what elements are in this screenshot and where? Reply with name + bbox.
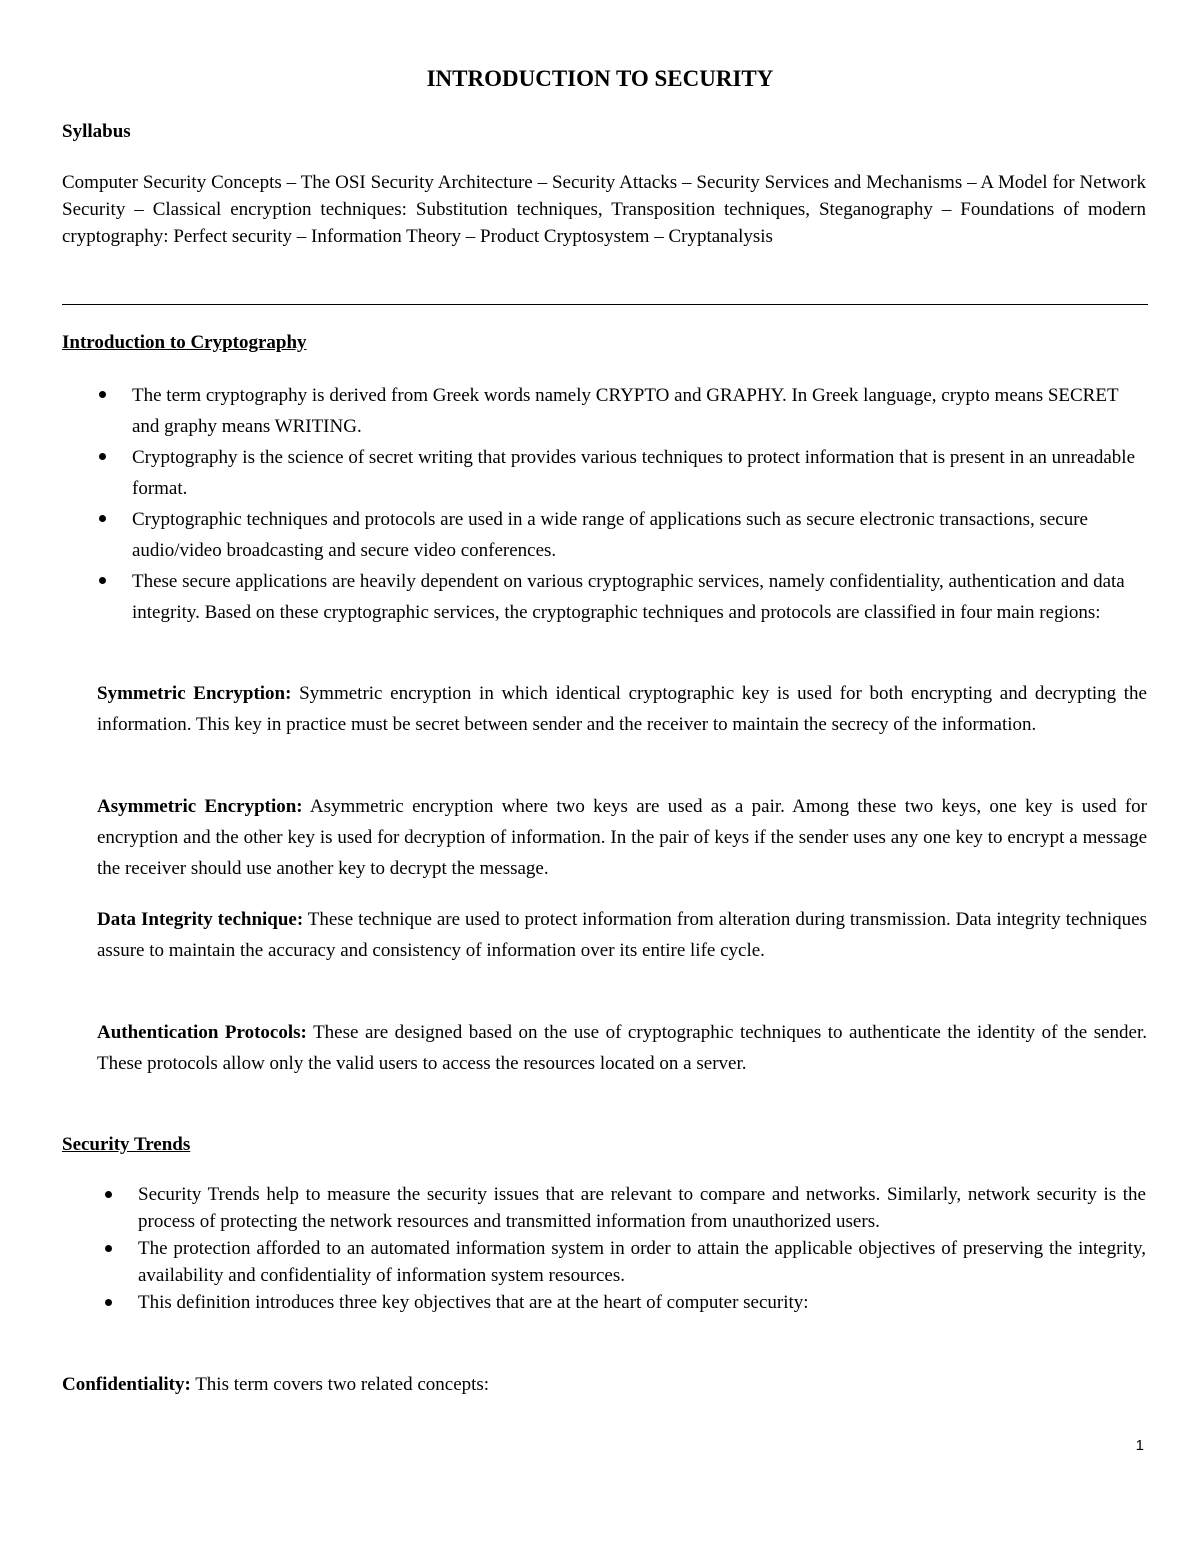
- list-item-text: The term cryptography is derived from Greek words namely CRYPTO and GRAPHY. In Greek language, crypto means SECRET and graphy means WRITING.: [132, 385, 1119, 437]
- syllabus-heading: Syllabus: [62, 121, 131, 142]
- definition-text: Asymmetric encryption where two keys are used as a pair. Among these two keys, one key is used for encryption and the other key is used for decryption of information. In the pair of keys if the sender uses any one key to encrypt a message the receiver should use another key to decrypt the message.: [97, 796, 1148, 879]
- list-item: [132, 442, 1147, 504]
- page-title: INTRODUCTION TO SECURITY: [426, 66, 774, 91]
- list-item-text: The protection afforded to an automated information system in order to attain the applicable objectives of preserving the integrity, availability and confidentiality of information system resources.: [138, 1238, 1146, 1286]
- definition-term: Confidentiality:: [62, 1374, 191, 1395]
- cryptography-bullet-list: [132, 380, 1147, 628]
- definition-text: These technique are used to protect information from alteration during transmission. Data integrity techniques assure to maintain the accuracy and consistency of information over its entire life cycle.: [97, 909, 1147, 961]
- list-item: [138, 1289, 1146, 1316]
- list-item: [132, 504, 1147, 566]
- confidentiality-paragraph: [62, 1371, 489, 1399]
- cryptography-heading: Introduction to Cryptography: [62, 332, 307, 353]
- definition-term: Authentication Protocols:: [97, 1022, 307, 1043]
- list-item-text: Security Trends help to measure the security issues that are relevant to compare and networks. Similarly, network security is the process of protecting the network resources and transmitted information from unauthorized users.: [138, 1184, 1146, 1232]
- list-item-text: These secure applications are heavily dependent on various cryptographic services, namely confidentiality, authentication and data integrity. Based on these cryptographic services, the cryptographic techniques and protocols are classified in four main regions:: [132, 571, 1125, 623]
- bullet-icon: [99, 577, 106, 584]
- list-item: [138, 1181, 1146, 1235]
- definition-text: This term covers two related concepts:: [195, 1374, 490, 1395]
- authentication-protocols-paragraph: [97, 1017, 1147, 1079]
- bullet-icon: [99, 515, 106, 522]
- security-trends-heading: Security Trends: [62, 1134, 191, 1155]
- bullet-icon: [99, 453, 106, 460]
- bullet-icon: [105, 1191, 112, 1198]
- list-item: [138, 1235, 1146, 1289]
- asymmetric-encryption-paragraph: [97, 791, 1147, 884]
- list-item-text: This definition introduces three key objectives that are at the heart of computer security:: [138, 1292, 809, 1313]
- definition-text: Symmetric encryption in which identical cryptographic key is used for both encrypting and decrypting the information. This key in practice must be secret between sender and the receiver to maintain the secrecy of the information.: [97, 683, 1147, 735]
- list-item-text: Cryptographic techniques and protocols are used in a wide range of applications such as secure electronic transactions, secure audio/video broadcasting and secure video conferences.: [132, 509, 1088, 561]
- symmetric-encryption-paragraph: [97, 678, 1147, 740]
- list-item: [132, 380, 1147, 442]
- definition-term: Symmetric Encryption:: [97, 683, 292, 704]
- bullet-icon: [99, 391, 106, 398]
- definition-term: Asymmetric Encryption:: [97, 796, 303, 817]
- syllabus-text: Computer Security Concepts – The OSI Security Architecture – Security Attacks – Security Services and Mechanisms – A Model for Network Security – Classical encryption techniques: Substitution techniques, Transposition techniques, Steganography – Foundations of modern cryptography: Perfect security – Information Theory – Product Cryptosystem – Cryptanalysis: [62, 172, 1146, 247]
- list-item-text: Cryptography is the science of secret writing that provides various techniques to protect information that is present in an unreadable format.: [132, 447, 1136, 499]
- bullet-icon: [105, 1299, 112, 1306]
- page-number: 1: [1135, 1437, 1144, 1454]
- bullet-icon: [105, 1245, 112, 1252]
- definition-term: Data Integrity technique:: [97, 909, 304, 930]
- definition-text: These are designed based on the use of cryptographic techniques to authenticate the identity of the sender. These protocols allow only the valid users to access the resources located on a server.: [97, 1022, 1147, 1074]
- horizontal-divider: [62, 304, 1148, 305]
- data-integrity-paragraph: [97, 904, 1147, 966]
- security-trends-bullet-list: [138, 1181, 1146, 1316]
- list-item: [132, 566, 1147, 628]
